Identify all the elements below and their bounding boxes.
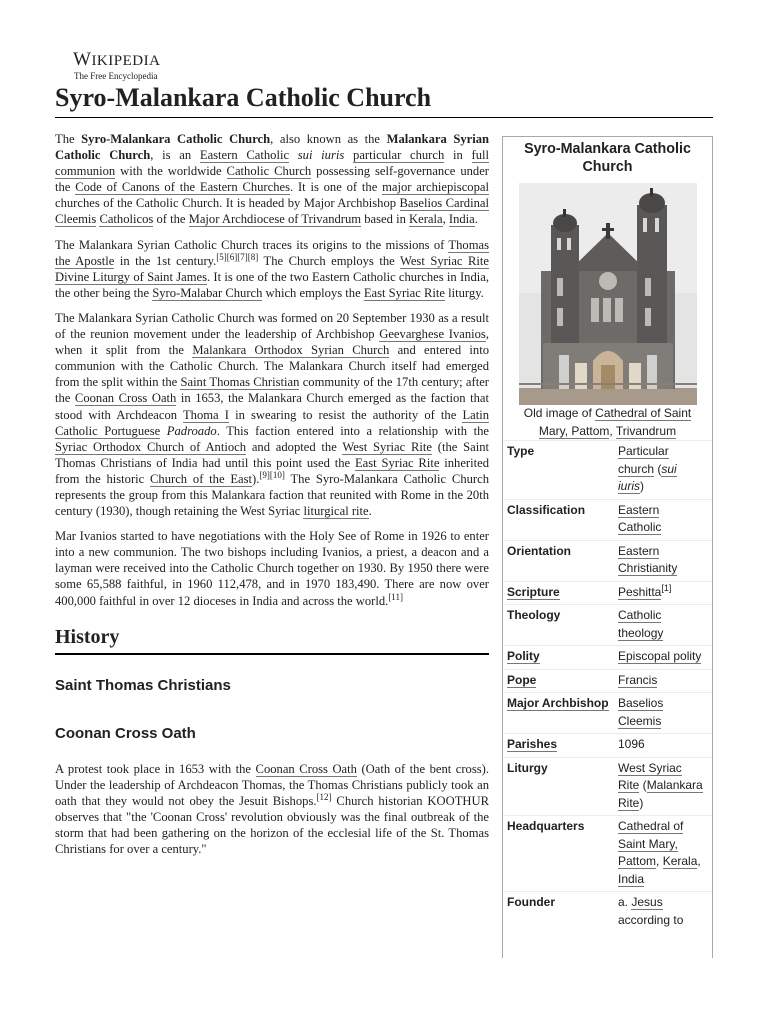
subsection-heading-coonan: Coonan Cross Oath [55,724,196,742]
link-geevarghese-ivanios[interactable]: Geevarghese Ivanios [379,327,486,342]
link-india[interactable]: India [448,212,475,227]
title-divider [55,117,713,118]
infobox-value [618,584,712,602]
link-peshitta[interactable]: Peshitta [618,584,662,599]
infobox [502,136,713,958]
link-eastern-catholic[interactable]: Eastern Catholic [199,148,290,163]
link-catholicos[interactable]: Catholicos [99,212,154,227]
citation-5-8[interactable]: [5][6][7][8] [216,251,259,262]
infobox-label [503,648,618,666]
link-major-archbishop[interactable]: Major Archbishop [507,696,609,710]
infobox-label: Classification [507,502,586,517]
link-sui-iuris[interactable]: sui iuris [618,461,677,493]
subsection-heading-saint-thomas: Saint Thomas Christians [55,676,231,694]
intro-paragraph-2: The Malankara Syrian Catholic Church traces its origins to the missions of Thomas the Apostle in the 1st century.[5][6][7][8] The Church employs the West Syriac Rite Divine Liturgy of Saint James. It is one of the two Eastern Catholic churches in India, the other being the Syro-Malabar Church which employs the East Syriac Rite liturgy. [55,237,489,300]
infobox-row-major-archbishop [503,692,712,733]
infobox-row-founder [503,891,712,932]
link-east-syriac-rite[interactable]: East Syriac Rite [363,285,445,300]
link-eastern-catholic-2[interactable]: Eastern Catholic [618,502,662,534]
link-india-2[interactable]: India [618,871,645,886]
link-code-of-canons[interactable]: Code of Canons of the Eastern Churches [75,180,291,195]
infobox-row-theology [503,604,712,645]
infobox-value: West Syriac Rite (Malankara Rite) [618,760,703,810]
infobox-label [503,672,618,690]
citation-12[interactable]: [12] [316,791,332,802]
cathedral-image[interactable] [519,183,697,405]
link-catholic-church[interactable]: Catholic Church [226,164,312,179]
infobox-row-scripture [503,581,712,605]
infobox-value [618,502,712,537]
infobox-label: Type [507,444,535,458]
history-paragraph-1: A protest took place in 1653 with the Coonan Cross Oath (Oath of the bent cross). Under the leadership of Archdeacon Thomas, the Thomas Christians publicly took an oath that they would not obey the Jesuit Bishops.[12] Church historian KOOTHUR observes that "the 'Coonan Cross' revolution obviously was the final outbreak of the storm that had been gathering on the horizon of the ecclesial life of the St. Thomas Christians for over a century." [55,761,489,857]
link-malankara-orthodox[interactable]: Malankara Orthodox Syrian Church [192,343,390,358]
infobox-label: Liturgy [507,760,548,775]
citation-9-10[interactable]: [9][10] [259,469,285,480]
infobox-label: Founder [507,895,555,909]
link-baselios-cleemis[interactable]: Baselios Cardinal Cleemis [55,196,489,227]
article-body [55,131,489,866]
intro-paragraph-1: The Syro-Malankara Catholic Church, also known as the Malankara Syrian Catholic Church, is an Eastern Catholic sui iuris particular church in full communion with the worldwide Catholic Church possessing self-governance under the Code of Canons of the Eastern Churches. It is one of the major archiepiscopal churches of the Catholic Church. It is headed by Major Archbishop Baselios Cardinal Cleemis Catholicos of the Major Archdiocese of Trivandrum based in Kerala, India. [55,132,490,227]
infobox-label [503,584,618,602]
link-eastern-christianity[interactable]: Eastern Christianity [618,543,678,575]
image-caption: Old image of Cathedral of Saint Mary, Pattom, Trivandrum [523,406,692,438]
link-trivandrum[interactable]: Trivandrum [615,423,677,438]
link-baselios-cleemis-2[interactable]: Baselios Cleemis [618,696,664,728]
link-jesus[interactable]: Jesus [631,895,663,909]
link-pope[interactable]: Pope [507,672,537,687]
link-west-syriac-rite[interactable]: West Syriac Rite [399,253,489,268]
link-liturgy-st-james[interactable]: Divine Liturgy of Saint James [55,269,207,284]
link-thomas-apostle[interactable]: Thomas the Apostle [55,237,489,268]
link-full-communion[interactable]: full communion [55,148,489,179]
infobox-row-polity [503,645,712,669]
infobox-title: Syro-Malankara Catholic Church [524,141,691,175]
infobox-row-classification [503,499,712,540]
infobox-label [503,695,618,730]
link-catholic-theology[interactable]: Catholic theology [618,608,664,640]
section-heading-history: History [55,625,489,655]
link-syriac-orthodox[interactable]: Syriac Orthodox Church of Antioch [55,439,247,454]
link-cathedral-hq[interactable]: Cathedral of Saint Mary, Pattom [618,819,684,868]
infobox-row-pope [503,669,712,693]
link-polity[interactable]: Polity [507,649,540,663]
infobox-value [618,648,712,666]
link-major-archiepiscopal[interactable]: major archiepiscopal [382,180,489,195]
infobox-value: Cathedral of Saint Mary, Pattom, Kerala, India [618,819,701,886]
infobox-value: a. Jesus according to [618,895,684,927]
infobox-row-liturgy [503,757,712,816]
link-cathedral-caption[interactable]: Cathedral of Saint Mary, Pattom [538,406,692,438]
link-kerala[interactable]: Kerala [409,212,443,227]
link-coonan-cross-oath-2[interactable]: Coonan Cross Oath [255,761,357,776]
intro-paragraph-4: Mar Ivanios started to have negotiations with the Holy See of Rome in 1926 to enter into a new communion. The two bishops including Ivanios, a priest, a deacon and a layman were received into the Catholic Church together on 1930. By 1950 there were some 65,588 faithful, in 1960 112,478, and in 1970 183,490. There are now over 400,000 faithful in over 12 dioceses in India and across the world.[11] [55,529,489,608]
citation-1[interactable]: [1] [661,582,672,593]
infobox-row-orientation [503,540,712,581]
infobox-label [503,736,618,754]
link-syro-malabar[interactable]: Syro-Malabar Church [152,285,263,300]
infobox-label: Theology [507,608,561,622]
link-coonan-cross-oath[interactable]: Coonan Cross Oath [74,391,177,406]
infobox-value: 1096 [618,737,645,751]
citation-11[interactable]: [11] [388,591,403,602]
link-particular-church-2[interactable]: Particular church [618,444,669,476]
link-scripture[interactable]: Scripture [507,584,560,599]
link-liturgical-rite[interactable]: liturgical rite [303,504,369,519]
infobox-row-type [503,440,712,499]
link-kerala-2[interactable]: Kerala [662,854,698,868]
link-episcopal-polity[interactable]: Episcopal polity [618,649,702,663]
logo-wordmark: WIKIPEDIA [73,49,161,70]
link-west-syriac-rite-2[interactable]: West Syriac Rite [342,439,432,454]
link-parishes[interactable]: Parishes [507,737,558,751]
infobox-label: Orientation [507,543,572,558]
infobox-value [618,607,712,642]
link-particular-church[interactable]: particular church [353,148,445,163]
infobox-value [618,695,712,730]
infobox-label: Headquarters [507,819,585,833]
link-thoma-i[interactable]: Thoma I [182,407,229,422]
link-west-syriac-rite-3[interactable]: West Syriac Rite [618,760,682,792]
link-east-syriac-rite-2[interactable]: East Syriac Rite [354,455,440,470]
logo-tagline: The Free Encyclopedia [74,71,158,81]
link-latin-catholic-portuguese[interactable]: Latin Catholic Portuguese [55,407,490,438]
link-archdiocese-trivandrum[interactable]: Major Archdiocese of Trivandrum [188,212,362,227]
link-saint-thomas-christian[interactable]: Saint Thomas Christian [180,375,300,390]
intro-paragraph-3: The Malankara Syrian Catholic Church was formed on 20 September 1930 as a result of the reunion movement under the leadership of Archbishop Geevarghese Ivanios, when it split from the Malankara Orthodox Syrian Church and entered into communion with the Catholic Church. The Malankara Church itself had emerged from the split within the Saint Thomas Christian community of the 17th century; after the Coonan Cross Oath in 1653, the Malankara Church emerged as the faction that stood with Archdeacon Thoma I in swearing to resist the authority of the Latin Catholic Portuguese Padroado. This faction entered into a relationship with the Syriac Orthodox Church of Antioch and adopted the West Syriac Rite (the Saint Thomas Christians of India had until this point used the East Syriac Rite inherited from the historic Church of the East).[9][10] The Syro-Malankara Catholic Church represents the group from this Malankara faction that reunited with Rome in the 20th century (1930), though retaining the West Syriac liturgical rite. [55,310,490,519]
infobox-row-headquarters [503,815,712,891]
link-malankara-rite[interactable]: Malankara Rite [618,778,703,810]
infobox-value [618,543,712,578]
wikipedia-logo[interactable] [73,50,183,82]
infobox-value: Particular church (sui iuris) [618,444,677,493]
infobox-row-parishes [503,733,712,757]
infobox-value [618,672,712,690]
link-francis[interactable]: Francis [618,672,658,687]
page-title: Syro-Malankara Catholic Church [55,83,432,112]
link-church-of-the-east[interactable]: Church of the East [150,471,253,486]
